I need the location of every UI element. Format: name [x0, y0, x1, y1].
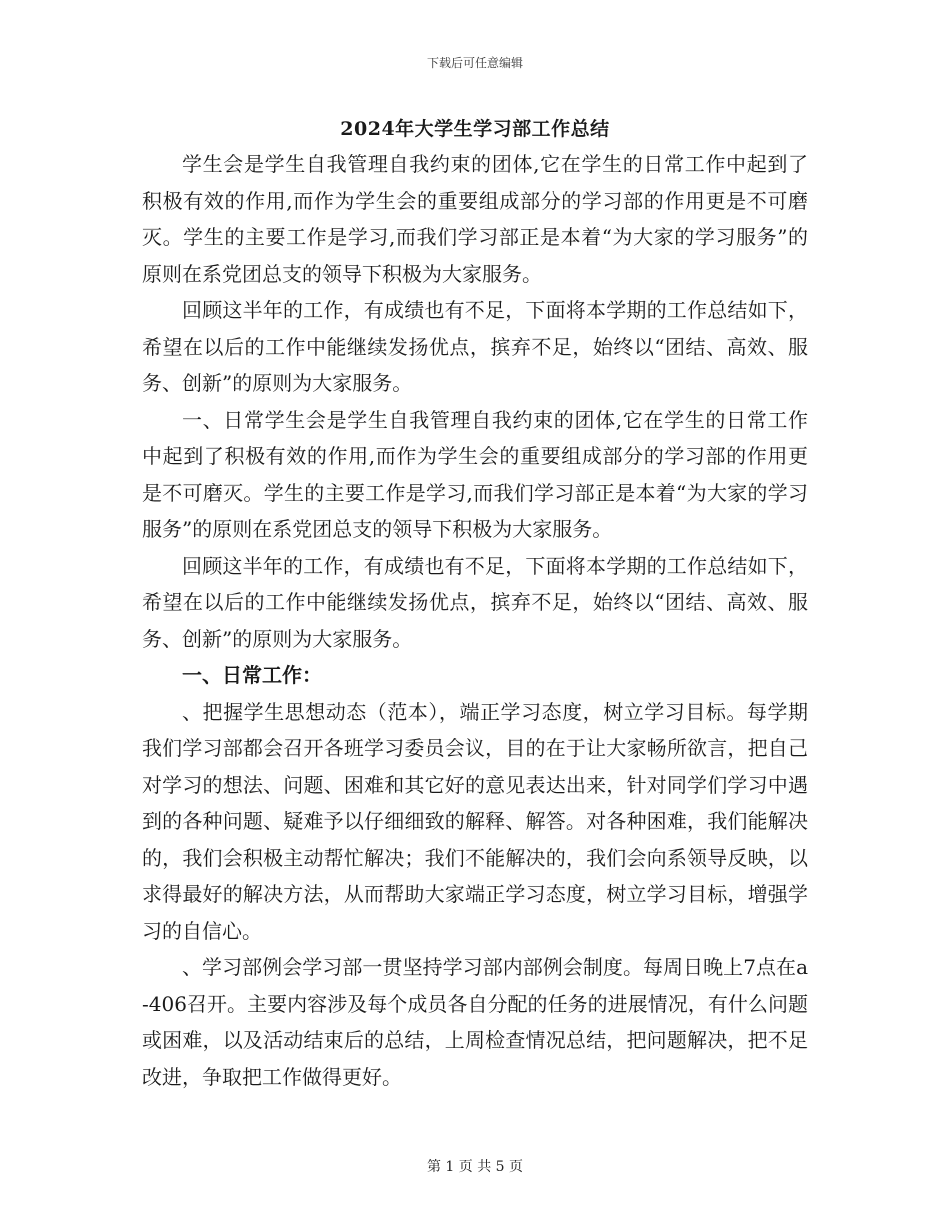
paragraph: 一、日常学生会是学生自我管理自我约束的团体,它在学生的日常工作中起到了积极有效的作用,而作为学生会的重要组成部分的学习部的作用更是不可磨灭。学生的主要工作是学习,而我们学习部正是本着“为大家的学习服务”的原则在系党团总支的领导下积极为大家服务。 — [142, 407, 808, 541]
paragraph: 回顾这半年的工作，有成绩也有不足，下面将本学期的工作总结如下，希望在以后的工作中能继续发扬优点，摈弃不足，始终以“团结、高效、服务、创新”的原则为大家服务。 — [142, 553, 808, 651]
paragraph: 回顾这半年的工作，有成绩也有不足，下面将本学期的工作总结如下，希望在以后的工作中能继续发扬优点，摈弃不足，始终以“团结、高效、服务、创新”的原则为大家服务。 — [142, 298, 808, 395]
document-body — [142, 112, 808, 1095]
paragraph: 学生会是学生自我管理自我约束的团体,它在学生的日常工作中起到了积极有效的作用,而作为学生会的重要组成部分的学习部的作用更是不可磨灭。学生的主要工作是学习,而我们学习部正是本着“为大家的学习服务”的原则在系党团总支的领导下积极为大家服务。 — [142, 152, 808, 286]
section-heading: 一、日常工作： — [182, 663, 322, 687]
document-title: 2024年大学生学习部工作总结 — [340, 118, 610, 140]
paragraph: 、学习部例会学习部一贯坚持学习部内部例会制度。每周日晚上7点在a-406召开。主要内容涉及每个成员各自分配的任务的进展情况，有什么问题或困难，以及活动结束后的总结，上周检查情况总结，把问题解决，把不足改进，争取把工作做得更好。 — [142, 955, 808, 1089]
paragraph: 、把握学生思想动态（范本），端正学习态度，树立学习目标。每学期我们学习部都会召开各班学习委员会议，目的在于让大家畅所欲言，把自己对学习的想法、问题、困难和其它好的意见表达出来，针对同学们学习中遇到的各种问题、疑难予以仔细细致的解释、解答。对各种困难，我们能解决的，我们会积极主动帮忙解决；我们不能解决的，我们会向系领导反映，以求得最好的解决方法，从而帮助大家端正学习态度，树立学习目标，增强学习的自信心。 — [142, 699, 808, 943]
header-note: 下载后可任意编辑 — [426, 56, 523, 70]
page-number: 第 1 页 共 5 页 — [426, 1159, 524, 1175]
